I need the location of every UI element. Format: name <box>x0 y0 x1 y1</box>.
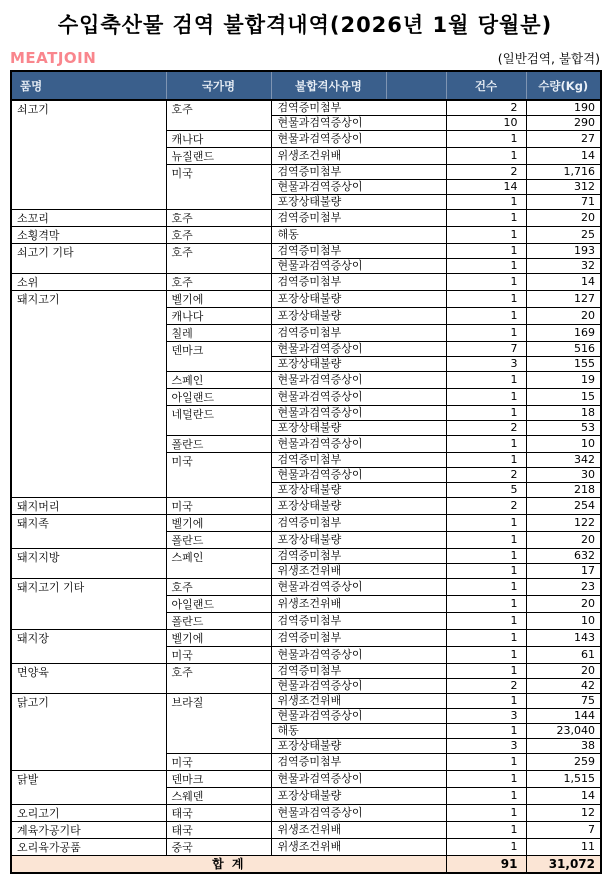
count-cell: 1 <box>446 308 526 325</box>
count-cell: 1 <box>446 210 526 227</box>
country-cell: 스페인 <box>166 549 271 579</box>
count-cell: 10 <box>446 116 526 131</box>
count-cell: 1 <box>446 372 526 389</box>
qty-cell: 20 <box>526 308 601 325</box>
product-cell: 소꼬리 <box>11 210 166 227</box>
country-cell: 스웨덴 <box>166 788 271 805</box>
reason-cell: 현물과검역증상이 <box>271 406 446 421</box>
reason-cell: 포장상태불량 <box>271 739 446 754</box>
product-cell: 면양육 <box>11 664 166 694</box>
qty-cell: 1,515 <box>526 771 601 788</box>
qty-cell: 15 <box>526 389 601 406</box>
country-cell: 캐나다 <box>166 308 271 325</box>
qty-cell: 632 <box>526 549 601 564</box>
count-cell: 1 <box>446 291 526 308</box>
product-cell: 돼지지방 <box>11 549 166 579</box>
count-cell: 1 <box>446 227 526 244</box>
qty-cell: 169 <box>526 325 601 342</box>
table-row <box>11 630 601 647</box>
total-row <box>11 856 601 874</box>
total-qty: 31,072 <box>526 856 601 874</box>
qty-cell: 218 <box>526 483 601 498</box>
reason-cell: 위생조건위배 <box>271 596 446 613</box>
reason-cell: 현물과검역증상이 <box>271 771 446 788</box>
header-blank <box>386 71 446 100</box>
qty-cell: 53 <box>526 421 601 436</box>
reason-cell: 검역증미첨부 <box>271 325 446 342</box>
count-cell: 2 <box>446 468 526 483</box>
qty-cell: 14 <box>526 788 601 805</box>
product-cell: 닭고기 <box>11 694 166 771</box>
reason-cell: 현물과검역증상이 <box>271 372 446 389</box>
reason-cell: 포장상태불량 <box>271 308 446 325</box>
reason-cell: 위생조건위배 <box>271 694 446 709</box>
qty-cell: 20 <box>526 532 601 549</box>
product-cell: 쇠고기 <box>11 100 166 210</box>
qty-cell: 42 <box>526 679 601 694</box>
count-cell: 1 <box>446 630 526 647</box>
qty-cell: 254 <box>526 498 601 515</box>
qty-cell: 14 <box>526 148 601 165</box>
count-cell: 1 <box>446 822 526 839</box>
reason-cell: 검역증미첨부 <box>271 664 446 679</box>
product-cell: 닭발 <box>11 771 166 805</box>
reason-cell: 검역증미첨부 <box>271 244 446 259</box>
country-cell: 뉴질랜드 <box>166 148 271 165</box>
country-cell: 벨기에 <box>166 291 271 308</box>
country-cell: 미국 <box>166 498 271 515</box>
reason-cell: 현물과검역증상이 <box>271 389 446 406</box>
reason-cell: 현물과검역증상이 <box>271 579 446 596</box>
table-row <box>11 822 601 839</box>
table-row <box>11 771 601 788</box>
reason-cell: 검역증미첨부 <box>271 515 446 532</box>
reason-cell: 포장상태불량 <box>271 357 446 372</box>
count-cell: 1 <box>446 325 526 342</box>
count-cell: 5 <box>446 483 526 498</box>
meatjoin-logo: MEATJOIN <box>10 49 97 67</box>
count-cell: 1 <box>446 579 526 596</box>
reason-cell: 포장상태불량 <box>271 788 446 805</box>
table-header <box>11 71 601 100</box>
qty-cell: 1,716 <box>526 165 601 180</box>
country-cell: 벨기에 <box>166 515 271 532</box>
qty-cell: 12 <box>526 805 601 822</box>
count-cell: 1 <box>446 754 526 771</box>
count-cell: 2 <box>446 498 526 515</box>
count-cell: 1 <box>446 259 526 274</box>
qty-cell: 30 <box>526 468 601 483</box>
reason-cell: 현물과검역증상이 <box>271 180 446 195</box>
header-product: 품명 <box>11 71 166 100</box>
reason-cell: 현물과검역증상이 <box>271 647 446 664</box>
qty-cell: 342 <box>526 453 601 468</box>
table-footer <box>11 856 601 874</box>
reason-cell: 위생조건위배 <box>271 839 446 856</box>
count-cell: 1 <box>446 195 526 210</box>
product-cell: 돼지고기 <box>11 291 166 498</box>
country-cell: 폴란드 <box>166 532 271 549</box>
country-cell: 호주 <box>166 274 271 291</box>
table-row <box>11 694 601 709</box>
count-cell: 1 <box>446 805 526 822</box>
qty-cell: 10 <box>526 613 601 630</box>
count-cell: 1 <box>446 839 526 856</box>
reason-cell: 검역증미첨부 <box>271 613 446 630</box>
qty-cell: 32 <box>526 259 601 274</box>
header-reason: 불합격사유명 <box>271 71 386 100</box>
reason-cell: 현물과검역증상이 <box>271 679 446 694</box>
table-row <box>11 100 601 116</box>
qty-cell: 259 <box>526 754 601 771</box>
count-cell: 1 <box>446 596 526 613</box>
count-cell: 3 <box>446 357 526 372</box>
table-row <box>11 274 601 291</box>
table-body <box>11 100 601 856</box>
qty-cell: 75 <box>526 694 601 709</box>
country-cell: 미국 <box>166 754 271 771</box>
product-cell: 쇠고기 기타 <box>11 244 166 274</box>
count-cell: 2 <box>446 421 526 436</box>
count-cell: 7 <box>446 342 526 357</box>
count-cell: 1 <box>446 664 526 679</box>
count-cell: 1 <box>446 532 526 549</box>
table-row <box>11 291 601 308</box>
qty-cell: 193 <box>526 244 601 259</box>
reason-cell: 검역증미첨부 <box>271 165 446 180</box>
count-cell: 2 <box>446 100 526 116</box>
qty-cell: 20 <box>526 210 601 227</box>
count-cell: 1 <box>446 549 526 564</box>
country-cell: 중국 <box>166 839 271 856</box>
product-cell: 소위 <box>11 274 166 291</box>
country-cell: 네덜란드 <box>166 406 271 436</box>
total-count: 91 <box>446 856 526 874</box>
country-cell: 호주 <box>166 210 271 227</box>
reason-cell: 포장상태불량 <box>271 421 446 436</box>
product-cell: 오리고기 <box>11 805 166 822</box>
reason-cell: 검역증미첨부 <box>271 210 446 227</box>
country-cell: 아일랜드 <box>166 389 271 406</box>
reason-cell: 해동 <box>271 724 446 739</box>
qty-cell: 19 <box>526 372 601 389</box>
count-cell: 1 <box>446 515 526 532</box>
reason-cell: 검역증미첨부 <box>271 100 446 116</box>
qty-cell: 7 <box>526 822 601 839</box>
count-cell: 1 <box>446 436 526 453</box>
qty-cell: 10 <box>526 436 601 453</box>
table-row <box>11 839 601 856</box>
qty-cell: 122 <box>526 515 601 532</box>
count-cell: 1 <box>446 694 526 709</box>
qty-cell: 14 <box>526 274 601 291</box>
country-cell: 태국 <box>166 805 271 822</box>
country-cell: 덴마크 <box>166 342 271 372</box>
reason-cell: 포장상태불량 <box>271 195 446 210</box>
product-cell: 돼지장 <box>11 630 166 664</box>
count-cell: 1 <box>446 771 526 788</box>
qty-cell: 20 <box>526 596 601 613</box>
count-cell: 14 <box>446 180 526 195</box>
table-row <box>11 498 601 515</box>
table-row <box>11 227 601 244</box>
qty-cell: 20 <box>526 664 601 679</box>
page-title: 수입축산물 검역 불합격내역(2026년 1월 당월분) <box>57 13 553 37</box>
product-cell: 계육가공기타 <box>11 822 166 839</box>
reason-cell: 현물과검역증상이 <box>271 436 446 453</box>
country-cell: 호주 <box>166 227 271 244</box>
country-cell: 호주 <box>166 100 271 131</box>
qty-cell: 290 <box>526 116 601 131</box>
qty-cell: 11 <box>526 839 601 856</box>
qty-cell: 516 <box>526 342 601 357</box>
country-cell: 미국 <box>166 165 271 210</box>
country-cell: 벨기에 <box>166 630 271 647</box>
reason-cell: 해동 <box>271 227 446 244</box>
reason-cell: 현물과검역증상이 <box>271 805 446 822</box>
qty-cell: 38 <box>526 739 601 754</box>
count-cell: 2 <box>446 165 526 180</box>
count-cell: 1 <box>446 244 526 259</box>
count-cell: 2 <box>446 679 526 694</box>
count-cell: 1 <box>446 148 526 165</box>
country-cell: 스페인 <box>166 372 271 389</box>
country-cell: 폴란드 <box>166 436 271 453</box>
count-cell: 1 <box>446 647 526 664</box>
count-cell: 1 <box>446 613 526 630</box>
reason-cell: 포장상태불량 <box>271 483 446 498</box>
reason-cell: 현물과검역증상이 <box>271 259 446 274</box>
qty-cell: 27 <box>526 131 601 148</box>
product-cell: 소횡격막 <box>11 227 166 244</box>
reason-cell: 현물과검역증상이 <box>271 131 446 148</box>
meta-row <box>10 49 600 67</box>
reason-cell: 위생조건위배 <box>271 148 446 165</box>
total-label: 합 계 <box>11 856 446 874</box>
country-cell: 호주 <box>166 664 271 694</box>
reason-cell: 검역증미첨부 <box>271 754 446 771</box>
count-cell: 1 <box>446 564 526 579</box>
country-cell: 호주 <box>166 579 271 596</box>
product-cell: 돼지고기 기타 <box>11 579 166 630</box>
qty-cell: 144 <box>526 709 601 724</box>
count-cell: 1 <box>446 788 526 805</box>
qty-cell: 155 <box>526 357 601 372</box>
table-row <box>11 549 601 564</box>
product-cell: 돼지족 <box>11 515 166 549</box>
qty-cell: 23 <box>526 579 601 596</box>
country-cell: 태국 <box>166 822 271 839</box>
reason-cell: 현물과검역증상이 <box>271 116 446 131</box>
qty-cell: 71 <box>526 195 601 210</box>
table-row <box>11 244 601 259</box>
qty-cell: 312 <box>526 180 601 195</box>
table-row <box>11 210 601 227</box>
table-row <box>11 579 601 596</box>
product-cell: 돼지머리 <box>11 498 166 515</box>
reason-cell: 포장상태불량 <box>271 532 446 549</box>
reason-cell: 위생조건위배 <box>271 822 446 839</box>
qty-cell: 17 <box>526 564 601 579</box>
reason-cell: 포장상태불량 <box>271 291 446 308</box>
country-cell: 브라질 <box>166 694 271 754</box>
count-cell: 1 <box>446 274 526 291</box>
qty-cell: 25 <box>526 227 601 244</box>
reason-cell: 현물과검역증상이 <box>271 342 446 357</box>
country-cell: 덴마크 <box>166 771 271 788</box>
header-count: 건수 <box>446 71 526 100</box>
reason-cell: 검역증미첨부 <box>271 549 446 564</box>
product-cell: 오리육가공품 <box>11 839 166 856</box>
count-cell: 1 <box>446 131 526 148</box>
reason-cell: 현물과검역증상이 <box>271 468 446 483</box>
country-cell: 미국 <box>166 647 271 664</box>
country-cell: 칠레 <box>166 325 271 342</box>
inspection-type-note: (일반검역, 불합격) <box>497 51 600 66</box>
country-cell: 아일랜드 <box>166 596 271 613</box>
table-row <box>11 515 601 532</box>
country-cell: 캐나다 <box>166 131 271 148</box>
header-row <box>11 71 601 100</box>
country-cell: 미국 <box>166 453 271 498</box>
qty-cell: 18 <box>526 406 601 421</box>
qty-cell: 143 <box>526 630 601 647</box>
qty-cell: 127 <box>526 291 601 308</box>
reason-cell: 검역증미첨부 <box>271 630 446 647</box>
reason-cell: 검역증미첨부 <box>271 453 446 468</box>
count-cell: 3 <box>446 739 526 754</box>
count-cell: 1 <box>446 724 526 739</box>
qty-cell: 190 <box>526 100 601 116</box>
qty-cell: 23,040 <box>526 724 601 739</box>
country-cell: 폴란드 <box>166 613 271 630</box>
count-cell: 1 <box>446 453 526 468</box>
header-qty: 수량(Kg) <box>526 71 601 100</box>
count-cell: 1 <box>446 389 526 406</box>
count-cell: 3 <box>446 709 526 724</box>
reason-cell: 위생조건위배 <box>271 564 446 579</box>
table-row <box>11 664 601 679</box>
qty-cell: 61 <box>526 647 601 664</box>
table-row <box>11 805 601 822</box>
reason-cell: 검역증미첨부 <box>271 274 446 291</box>
count-cell: 1 <box>446 406 526 421</box>
country-cell: 호주 <box>166 244 271 274</box>
rejection-table <box>10 70 602 874</box>
reason-cell: 포장상태불량 <box>271 498 446 515</box>
header-country: 국가명 <box>166 71 271 100</box>
reason-cell: 현물과검역증상이 <box>271 709 446 724</box>
